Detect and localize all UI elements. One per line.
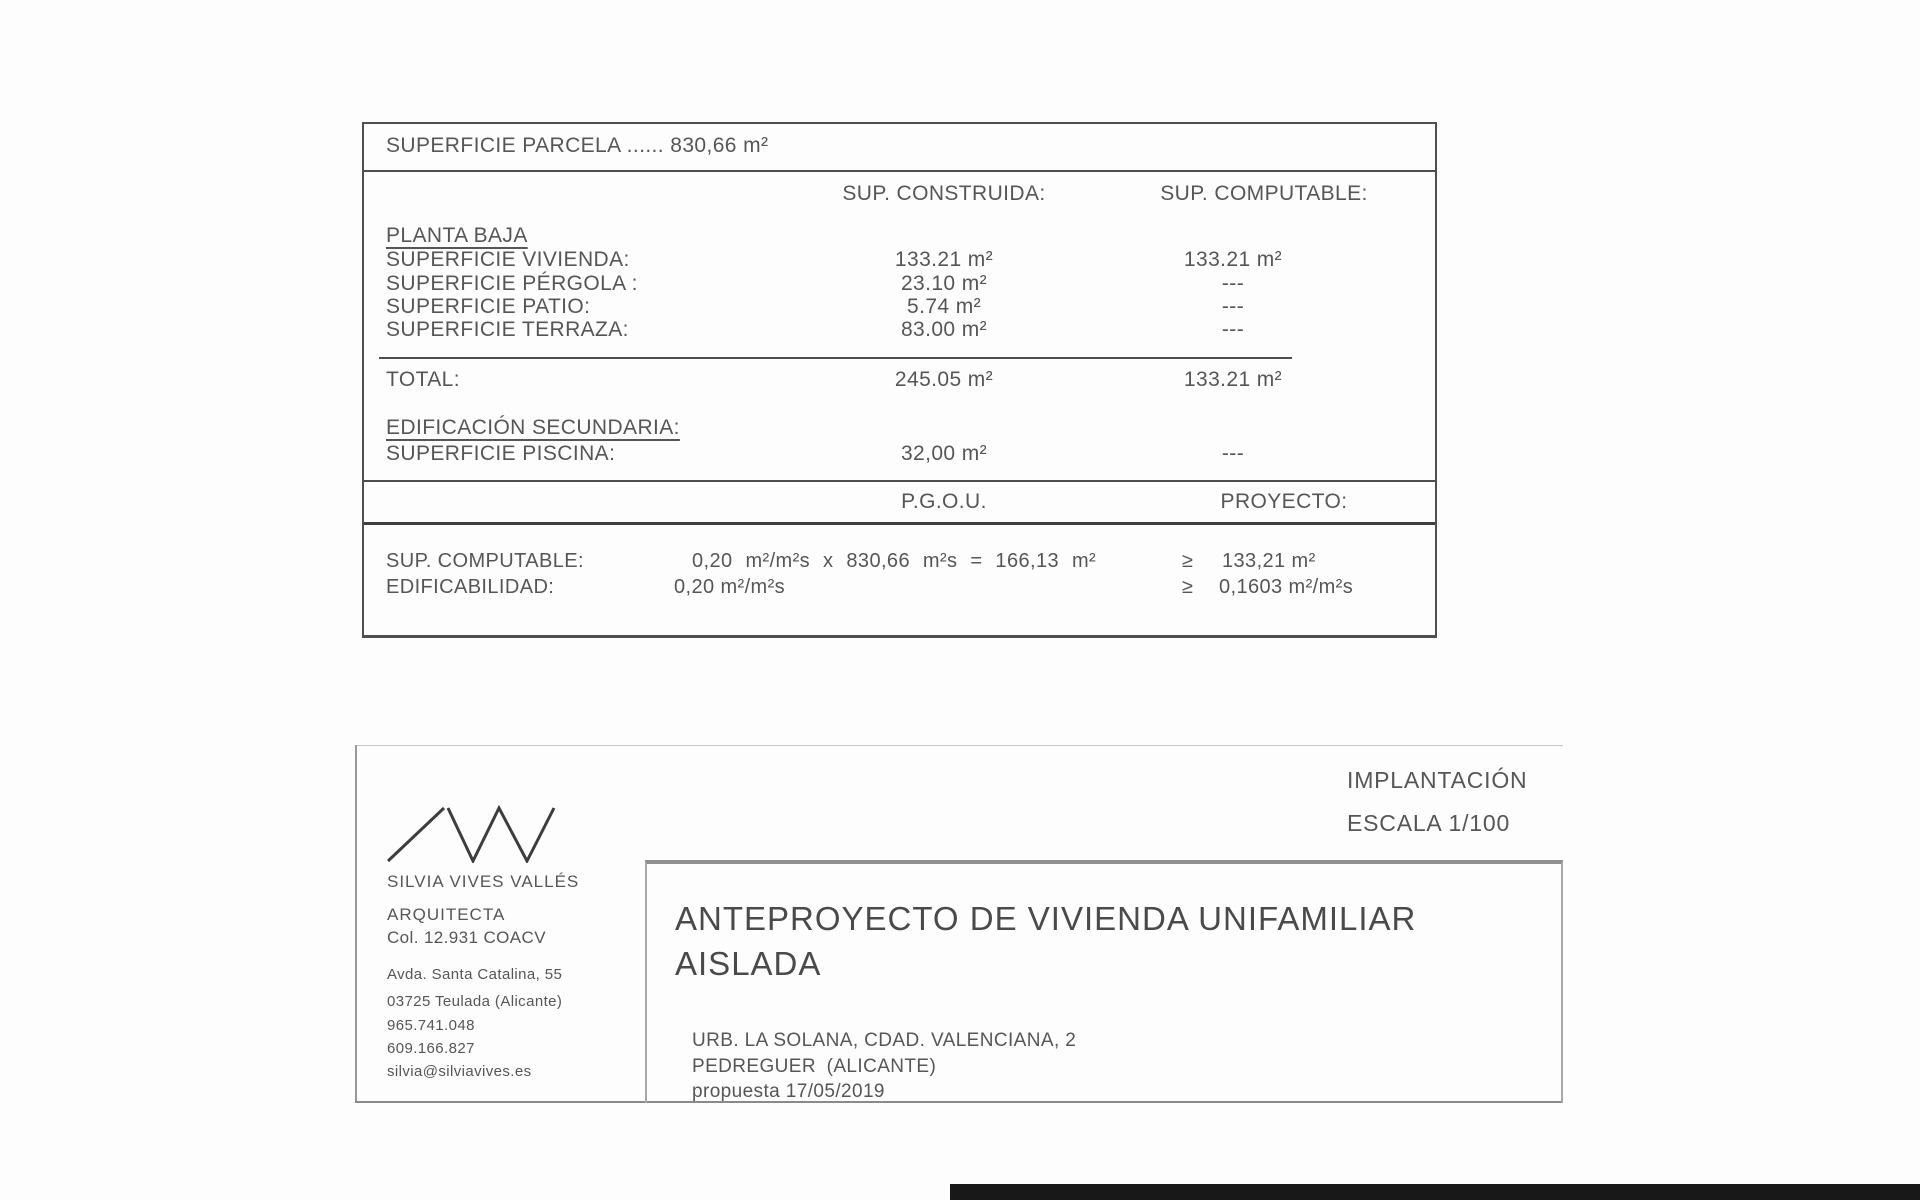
row-constructed-value: 5.74 m² bbox=[907, 295, 981, 318]
title-block-top-rule bbox=[355, 745, 1563, 746]
architect-email: silvia@silviavives.es bbox=[387, 1063, 532, 1080]
architect-logo-zigzag-icon bbox=[386, 805, 558, 863]
row-label: SUPERFICIE TERRAZA: bbox=[386, 318, 629, 341]
row-computable-value: --- bbox=[1221, 295, 1245, 318]
computable-calc-label: SUP. COMPUTABLE: bbox=[386, 550, 584, 572]
drawing-scale: ESCALA 1/100 bbox=[1347, 810, 1511, 836]
architect-phone1: 965.741.048 bbox=[387, 1017, 475, 1034]
edificability-calc-operator: ≥ bbox=[1182, 576, 1194, 598]
project-title-line1: ANTEPROYECTO DE VIVIENDA UNIFAMILIAR bbox=[675, 900, 1417, 937]
row-label: SUPERFICIE PISCINA: bbox=[386, 442, 616, 465]
row-computable-value: --- bbox=[1221, 318, 1245, 341]
computable-calc-value: 133,21 m² bbox=[1222, 550, 1316, 572]
row-label: SUPERFICIE VIVIENDA: bbox=[386, 248, 630, 271]
architect-role: ARQUITECTA bbox=[387, 905, 506, 924]
row-constructed-value: 32,00 m² bbox=[900, 442, 988, 465]
title-block bbox=[0, 745, 1920, 1200]
edificability-calc-value: 0,1603 m²/m²s bbox=[1219, 576, 1354, 598]
group-title-edificacion-secundaria: EDIFICACIÓN SECUNDARIA: bbox=[386, 416, 680, 439]
total-computable-value: 133.21 m² bbox=[1183, 368, 1283, 391]
project-title-line2: AISLADA bbox=[675, 945, 822, 982]
edificability-calc-formula: 0,20 m²/m²s bbox=[674, 576, 786, 598]
architect-name: SILVIA VIVES VALLÉS bbox=[387, 872, 580, 891]
subtotal-separator-line bbox=[379, 357, 1292, 359]
row-constructed-value: 83.00 m² bbox=[900, 318, 988, 341]
row-computable-value: --- bbox=[1221, 272, 1245, 295]
architect-address-line1: Avda. Santa Catalina, 55 bbox=[387, 966, 563, 983]
architect-phone2: 609.166.827 bbox=[387, 1040, 475, 1057]
row-label: SUPERFICIE PÉRGOLA : bbox=[386, 272, 638, 295]
architect-address-line2: 03725 Teulada (Alicante) bbox=[387, 993, 563, 1010]
edificability-calc-label: EDIFICABILIDAD: bbox=[386, 576, 555, 598]
total-constructed-value: 245.05 m² bbox=[894, 368, 994, 391]
column-header-proyecto: PROYECTO: bbox=[1220, 490, 1348, 513]
row-computable-value: 133.21 m² bbox=[1183, 248, 1283, 271]
drawing-name: IMPLANTACIÓN bbox=[1347, 767, 1528, 793]
title-block-left-rule bbox=[355, 745, 357, 1103]
row-computable-value: --- bbox=[1221, 442, 1245, 465]
row-constructed-value: 133.21 m² bbox=[894, 248, 994, 271]
pgou-band-top-line bbox=[364, 480, 1435, 482]
parcel-surface-header: SUPERFICIE PARCELA ...... 830,66 m² bbox=[386, 134, 769, 157]
row-constructed-value: 23.10 m² bbox=[900, 272, 988, 295]
project-date: propuesta 17/05/2019 bbox=[692, 1081, 885, 1102]
header-separator-line bbox=[364, 170, 1435, 172]
architect-license: Col. 12.931 COACV bbox=[387, 928, 546, 947]
column-header-constructed: SUP. CONSTRUIDA: bbox=[842, 182, 1046, 205]
total-label: TOTAL: bbox=[386, 368, 460, 391]
computable-calc-operator: ≥ bbox=[1182, 550, 1194, 572]
column-header-pgou: P.G.O.U. bbox=[901, 490, 987, 513]
column-header-computable: SUP. COMPUTABLE: bbox=[1160, 182, 1368, 205]
pgou-band-bottom-line bbox=[364, 522, 1435, 525]
project-location-line2: PEDREGUER (ALICANTE) bbox=[692, 1056, 937, 1077]
scan-edge-bar bbox=[950, 1184, 1920, 1200]
project-location-line1: URB. LA SOLANA, CDAD. VALENCIANA, 2 bbox=[692, 1030, 1077, 1051]
areas-summary-table bbox=[362, 122, 1437, 638]
computable-calc-formula: 0,20 m²/m²s x 830,66 m²s = 166,13 m² bbox=[692, 550, 1097, 572]
row-label: SUPERFICIE PATIO: bbox=[386, 295, 591, 318]
group-title-planta-baja: PLANTA BAJA bbox=[386, 224, 528, 247]
